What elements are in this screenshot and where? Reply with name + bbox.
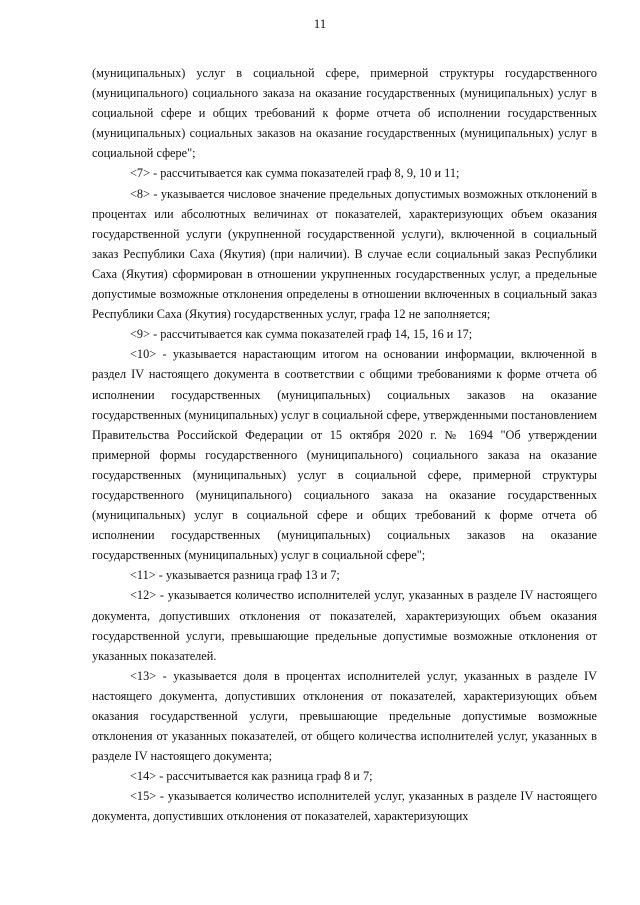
footnote-13: <13> - указывается доля в процентах исполнителей услуг, указанных в разделе IV настоящего документа, допустивших отклонения от показателей, характеризующих объем оказания государственной услуги, превышающие предельные допустимые возможные отклонения от указанных показателей, от общего количества исполнителей услуг, указанных в разделе IV настоящего документа; bbox=[92, 668, 597, 764]
footnote-10: <10> - указывается нарастающим итогом на основании информации, включенной в раздел IV настоящего документа в соответствии с общими требованиями к форме отчета об исполнении государственных (муниципальных) социальных заказов на оказание государственных (муниципальных) услуг в социальной сфере, утвержденными постановлением Правительства Российской Федерации от 15 октября 2020 г. № 1694 "Об утверждении примерной формы государственного (муниципального) социального заказа на оказание государственных (муниципальных) услуг в социальной сфере, примерной структуры государственного (муниципального) социального заказа на оказание государственных (муниципальных) услуг в социальной сфере и общих требований к форме отчета об исполнении государственных (муниципальных) социальных заказов на оказание государственных (муниципальных) услуг в социальной сфере"; bbox=[92, 347, 597, 563]
footnote-8: <8> - указывается числовое значение предельных допустимых возможных отклонений в процентах или абсолютных величинах от показателей, характеризующих объем оказания государственной услуги (укрупненной государственной услуги), включенной в социальный заказ Республики Саха (Якутия) (при наличии). В случае если социальный заказ Республики Саха (Якутия) сформирован в отношении укрупненных государственных услуг, а предельные допустимые возможные отклонения определены в отношении включенных в социальный заказ Республики Саха (Якутия) государственных услуг, графа 12 не заполняется; bbox=[92, 186, 597, 322]
paragraph-continuation: (муниципальных) услуг в социальной сфере, примерной структуры государственного (муниципального) социального заказа на оказание государственных (муниципальных) услуг в социальной сфере и общих требований к форме отчета об исполнении государственных (муниципальных) социальных заказов на оказание государственных (муниципальных) услуг в социальной сфере"; bbox=[92, 66, 597, 161]
footnote-11: <11> - указывается разница граф 13 и 7; bbox=[130, 568, 340, 583]
body-text bbox=[92, 63, 597, 827]
footnote-12: <12> - указывается количество исполнителей услуг, указанных в разделе IV настоящего документа, допустивших отклонения от показателей, характеризующих объем оказания государственной услуги, превышающие предельные допустимые возможные отклонения от указанных показателей. bbox=[92, 588, 597, 663]
footnote-9: <9> - рассчитывается как сумма показателей граф 14, 15, 16 и 17; bbox=[130, 327, 473, 342]
footnote-15: <15> - указывается количество исполнителей услуг, указанных в разделе IV настоящего документа, допустивших отклонения от показателей, характеризующих bbox=[92, 789, 597, 824]
footnote-7: <7> - рассчитывается как сумма показателей граф 8, 9, 10 и 11; bbox=[130, 166, 460, 181]
footnote-14: <14> - рассчитывается как разница граф 8 и 7; bbox=[130, 769, 373, 784]
page-number: 11 bbox=[313, 16, 327, 31]
